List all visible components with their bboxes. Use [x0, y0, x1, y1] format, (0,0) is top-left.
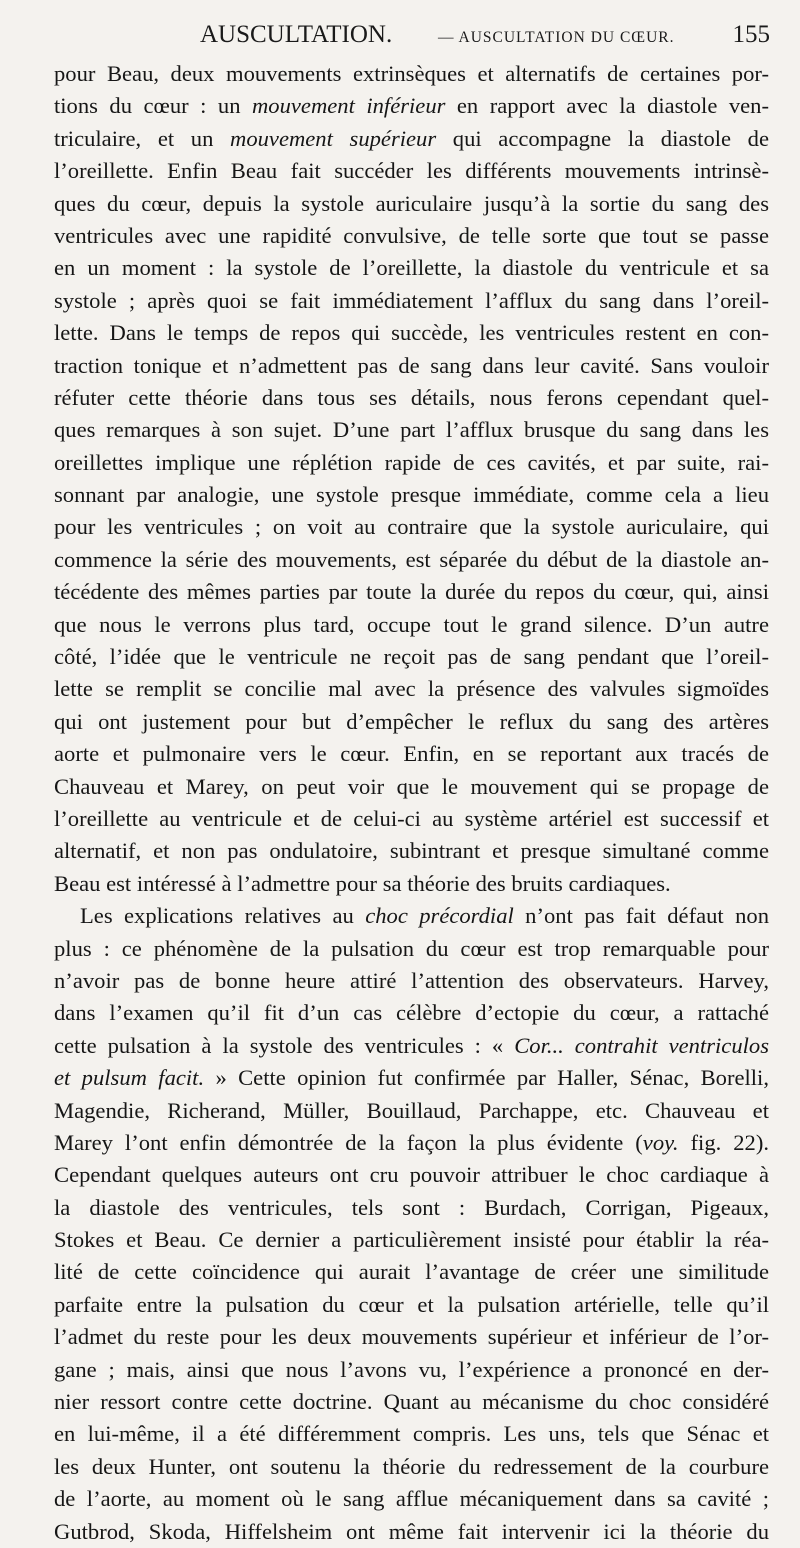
- text-run: cette pulsation à la systole des ventricules : «: [54, 1032, 515, 1058]
- text-line: [54, 1224, 769, 1256]
- body-text: [54, 58, 769, 1548]
- text-line: [54, 511, 769, 543]
- text-line: [54, 58, 769, 90]
- text-line: [54, 1030, 769, 1062]
- running-title: AUSCULTATION.: [200, 21, 393, 48]
- text-line: [54, 1516, 769, 1548]
- italic-text: et pulsum facit.: [54, 1065, 205, 1091]
- text-line: [54, 706, 769, 738]
- text-line: [54, 835, 769, 867]
- text-line: [54, 965, 769, 997]
- text-run: lette. Dans le temps de repos qui succède, les ventricules restent en con-: [54, 320, 769, 346]
- text-run: l’oreillette. Enfin Beau fait succéder les différents mouvements intrinsè-: [54, 158, 769, 184]
- text-line: [54, 447, 769, 479]
- text-run: ventricules avec une rapidité convulsive, de telle sorte que tout se passe: [54, 222, 769, 248]
- text-run: Beau est intéressé à l’admettre pour sa théorie des bruits cardiaques.: [54, 870, 671, 896]
- text-run: lette se remplit se concilie mal avec la présence des valvules sigmoïdes: [54, 676, 769, 702]
- text-line: [54, 576, 769, 608]
- text-line: [54, 252, 769, 284]
- text-line: [54, 155, 769, 187]
- text-run: réfuter cette théorie dans tous ses détails, nous ferons cependant quel-: [54, 384, 769, 410]
- text-run: l’admet du reste pour les deux mouvements supérieur et inférieur de l’or-: [54, 1324, 769, 1350]
- text-run: pour les ventricules ; on voit au contraire que la systole auriculaire, qui: [54, 514, 769, 540]
- text-run: traction tonique et n’admettent pas de sang dans leur cavité. Sans vouloir: [54, 352, 769, 378]
- running-header: [54, 18, 770, 52]
- text-line: [54, 188, 769, 220]
- italic-text: choc précordial: [365, 903, 514, 929]
- text-run: ques du cœur, depuis la systole auriculaire jusqu’à la sortie du sang des: [54, 190, 769, 216]
- text-line: [54, 123, 769, 155]
- italic-text: mouvement inférieur: [251, 93, 446, 119]
- text-line: [54, 803, 769, 835]
- page-number: 155: [732, 21, 770, 48]
- section-title: — AUSCULTATION DU CŒUR.: [438, 29, 675, 46]
- text-line: [54, 1354, 769, 1386]
- text-run: gane ; mais, ainsi que nous l’avons vu, l’expérience a prononcé en der-: [54, 1356, 769, 1382]
- text-run: dans l’examen qu’il fit d’un cas célèbre d’ectopie du cœur, a rattaché: [54, 1000, 769, 1026]
- text-line: [54, 90, 769, 122]
- text-line: [54, 900, 769, 932]
- text-run: systole ; après quoi se fait immédiatement l’afflux du sang dans l’oreil-: [54, 287, 769, 313]
- text-line: [54, 1159, 769, 1191]
- text-run: aorte et pulmonaire vers le cœur. Enfin, en se reportant aux tracés de: [54, 741, 769, 767]
- text-run: Stokes et Beau. Ce dernier a particulièrement insisté pour établir la réa-: [54, 1227, 769, 1253]
- text-run: pour Beau, deux mouvements extrinsèques et alternatifs de certaines por-: [54, 61, 769, 86]
- text-line: [54, 285, 769, 317]
- italic-text: Cor... contrahit ventriculos: [514, 1032, 769, 1058]
- text-run: de l’aorte, au moment où le sang afflue mécaniquement dans sa cavité ;: [54, 1486, 769, 1512]
- text-run: alternatif, et non pas ondulatoire, subintrant et presque simultané comme: [54, 838, 769, 864]
- text-run: técédente des mêmes parties par toute la durée du repos du cœur, qui, ainsi: [54, 579, 769, 605]
- text-line: [54, 1127, 769, 1159]
- text-run: n’avoir pas de bonne heure attiré l’attention des observateurs. Harvey,: [54, 967, 769, 993]
- text-run: en un moment : la systole de l’oreillette, la diastole du ventricule et sa: [54, 255, 769, 281]
- text-run: l’oreillette au ventricule et de celui-ci au système artériel est successif et: [54, 805, 769, 831]
- text-run: lité de cette coïncidence qui aurait l’avantage de créer une similitude: [54, 1259, 769, 1285]
- italic-text: voy.: [642, 1129, 679, 1155]
- text-line: [54, 479, 769, 511]
- text-line: [54, 414, 769, 446]
- text-line: [54, 641, 769, 673]
- text-line: [54, 1386, 769, 1418]
- text-run: fig. 22).: [678, 1129, 769, 1155]
- text-line: [54, 1483, 769, 1515]
- text-line: [54, 1062, 769, 1094]
- text-run: Chauveau et Marey, on peut voir que le mouvement qui se propage de: [54, 773, 769, 799]
- text-line: [54, 1321, 769, 1353]
- text-run: plus : ce phénomène de la pulsation du cœur est trop remarquable pour: [54, 935, 769, 961]
- text-line: [54, 997, 769, 1029]
- text-line: [54, 1418, 769, 1450]
- text-run: sonnant par analogie, une systole presque immédiate, comme cela a lieu: [54, 482, 769, 508]
- text-line: [54, 382, 769, 414]
- text-run: Cependant quelques auteurs ont cru pouvoir attribuer le choc cardiaque à: [54, 1162, 769, 1188]
- text-line: [54, 317, 769, 349]
- text-line: [54, 1256, 769, 1288]
- text-run: tions du cœur : un: [54, 93, 252, 119]
- text-run: » Cette opinion fut confirmée par Haller, Sénac, Borelli,: [204, 1065, 769, 1091]
- text-run: côté, l’idée que le ventricule ne reçoit pas de sang pendant que l’oreil-: [54, 644, 769, 670]
- text-line: [54, 771, 769, 803]
- text-run: nier ressort contre cette doctrine. Quant au mécanisme du choc considéré: [54, 1389, 769, 1415]
- text-run: en lui-même, il a été différemment compris. Les uns, tels que Sénac et: [54, 1421, 769, 1447]
- text-run: Les explications relatives au: [80, 903, 366, 929]
- text-run: n’ont pas fait défaut non: [513, 903, 769, 929]
- text-line: [54, 738, 769, 770]
- text-run: triculaire, et un: [54, 125, 230, 151]
- text-run: que nous le verrons plus tard, occupe tout le grand silence. D’un autre: [54, 611, 769, 637]
- text-line: [54, 868, 769, 900]
- italic-text: mouvement supérieur: [230, 125, 437, 151]
- text-run: commence la série des mouvements, est séparée du début de la diastole an-: [54, 546, 769, 572]
- text-line: [54, 673, 769, 705]
- text-line: [54, 1289, 769, 1321]
- text-run: Gutbrod, Skoda, Hiffelsheim ont même fait intervenir ici la théorie du: [54, 1518, 769, 1544]
- text-line: [54, 1192, 769, 1224]
- text-run: parfaite entre la pulsation du cœur et la pulsation artérielle, telle qu’il: [54, 1291, 769, 1317]
- text-line: [54, 1451, 769, 1483]
- text-run: oreillettes implique une réplétion rapide de ces cavités, et par suite, rai-: [54, 449, 769, 475]
- text-line: [54, 220, 769, 252]
- text-line: [54, 350, 769, 382]
- text-run: Magendie, Richerand, Müller, Bouillaud, Parchappe, etc. Chauveau et: [54, 1097, 769, 1123]
- text-line: [54, 609, 769, 641]
- text-run: la diastole des ventricules, tels sont : Burdach, Corrigan, Pigeaux,: [54, 1194, 769, 1220]
- text-run: les deux Hunter, ont soutenu la théorie du redressement de la courbure: [54, 1453, 769, 1479]
- text-line: [54, 1095, 769, 1127]
- text-run: Marey l’ont enfin démontrée de la façon la plus évidente (: [54, 1129, 643, 1155]
- text-run: qui accompagne la diastole de: [436, 125, 769, 151]
- text-run: qui ont justement pour but d’empêcher le reflux du sang des artères: [54, 708, 769, 734]
- text-line: [54, 933, 769, 965]
- text-run: en rapport avec la diastole ven-: [445, 93, 769, 119]
- text-run: ques remarques à son sujet. D’une part l’afflux brusque du sang dans les: [54, 417, 769, 443]
- text-line: [54, 544, 769, 576]
